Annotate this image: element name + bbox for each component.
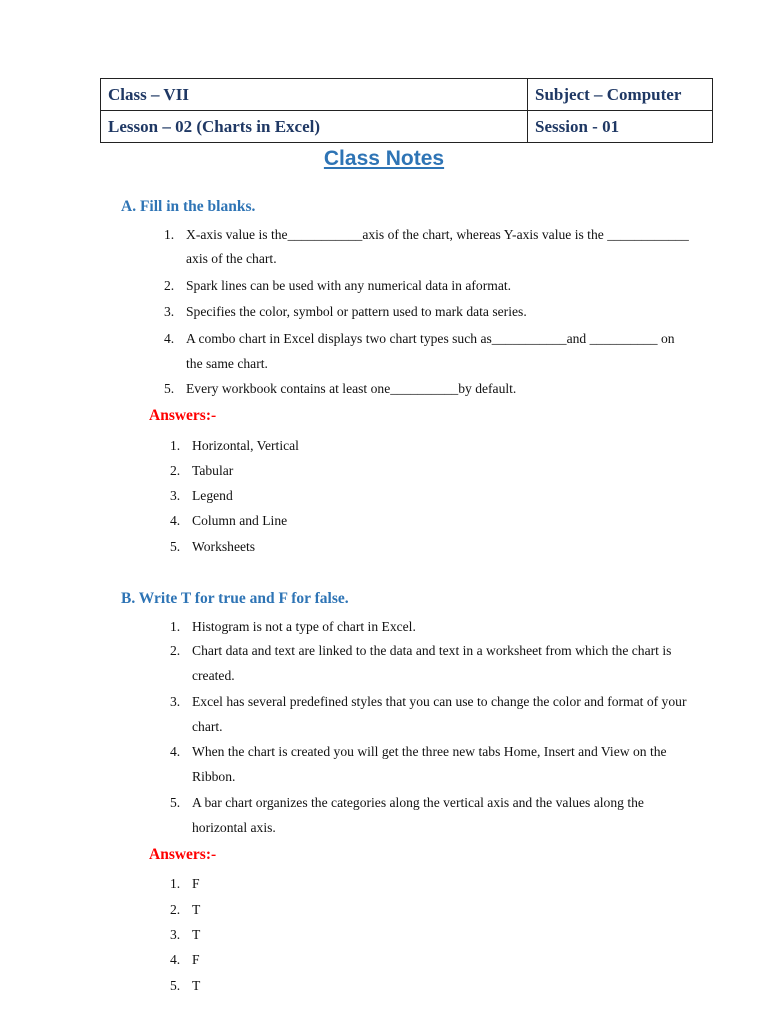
b-q4-line2: Ribbon. [192, 769, 236, 784]
b-answer-number: 4. [170, 952, 181, 967]
a-q4-text-d: on [657, 331, 675, 346]
b-answer-text: T [192, 978, 201, 993]
subject-cell: Subject – Computer [528, 79, 713, 111]
a-answer-number: 1. [170, 438, 181, 453]
a-q4-blank-2: __ [589, 331, 604, 346]
a-q1-text-c: _ [681, 227, 689, 242]
a-q1-blank-2: ___________ [607, 227, 682, 242]
a-q4-blank-3: ___ [637, 331, 658, 346]
a-q5-number: 5. [164, 381, 175, 396]
a-answer-number: 3. [170, 488, 181, 503]
a-q2-end: format. [471, 278, 512, 293]
a-q5-text-a: Every workbook contains at least one [186, 381, 391, 396]
a-q3-number: 3. [164, 304, 175, 319]
a-answer-text: Horizontal, Vertical [192, 438, 299, 453]
section-a-heading: A. Fill in the blanks. [121, 198, 256, 215]
b-q1-line: Histogram is not a type of chart in Excel. [192, 619, 416, 634]
section-b-answers-label: Answers:- [149, 846, 217, 863]
a-q4-number: 4. [164, 331, 175, 346]
a-q4-text-a: A combo chart in Excel displays two chart types such as [186, 331, 492, 346]
class-cell: Class – VII [101, 79, 528, 111]
a-q2-line [186, 273, 511, 298]
section-a-answers-label: Answers:- [149, 407, 217, 424]
a-q1-line2: axis of the chart. [186, 251, 277, 266]
header-row-1 [101, 79, 713, 111]
a-answer-text: Legend [192, 488, 233, 503]
a-q1-blank-1: ___________ [287, 227, 363, 242]
a-q4-text-b: and [566, 331, 590, 346]
a-q5-text-b: by default. [458, 381, 517, 396]
b-answer-text: T [192, 902, 201, 917]
b-q5-line1: A bar chart organizes the categories along the vertical axis and the values along the [192, 795, 644, 810]
a-q4-text-c: _____ [603, 331, 638, 346]
b-answer-number: 3. [170, 927, 181, 942]
a-answer-text: Worksheets [192, 539, 256, 554]
a-q4-line2: the same chart. [186, 356, 268, 371]
a-answer-text: Tabular [192, 463, 234, 478]
a-q4-line1 [186, 326, 675, 351]
b-q3-line2: chart. [192, 719, 223, 734]
a-q1-number: 1. [164, 227, 175, 242]
a-answer-number: 2. [170, 463, 181, 478]
a-q1-line1 [186, 222, 689, 247]
a-q4-blank-1: ___________ [491, 331, 567, 346]
a-q1-text-b: axis of the chart, whereas Y-axis value is the [362, 227, 608, 242]
session-cell: Session - 01 [528, 111, 713, 143]
page-title-wrap [0, 147, 768, 171]
a-q2-text: Spark lines can be used with any numerical data in a [186, 278, 472, 293]
section-b-heading: B. Write T for true and F for false. [121, 590, 349, 607]
b-answer-text: F [192, 952, 200, 967]
lesson-cell: Lesson – 02 (Charts in Excel) [101, 111, 528, 143]
a-q1-text-a: X-axis value is the [186, 227, 288, 242]
a-answer-number: 4. [170, 513, 181, 528]
a-q2-number: 2. [164, 278, 175, 293]
a-q5-blank: __________ [390, 381, 459, 396]
a-answer-text: Column and Line [192, 513, 288, 528]
page-title: Class Notes [323, 147, 445, 170]
b-q2-number: 2. [170, 643, 181, 658]
a-q3-line: Specifies the color, symbol or pattern used to mark data series. [186, 304, 527, 319]
a-answer-number: 5. [170, 539, 181, 554]
b-q2-line1: Chart data and text are linked to the data and text in a worksheet from which the chart is [192, 643, 672, 658]
b-answer-number: 1. [170, 876, 181, 891]
header-table [100, 78, 713, 143]
b-q3-number: 3. [170, 694, 181, 709]
b-q5-line2: horizontal axis. [192, 820, 276, 835]
b-q4-line1: When the chart is created you will get the three new tabs Home, Insert and View on the [192, 744, 667, 759]
b-q3-line1: Excel has several predefined styles that you can use to change the color and format of your [192, 694, 687, 709]
b-answer-number: 2. [170, 902, 181, 917]
b-q2-line2: created. [192, 668, 235, 683]
b-q4-number: 4. [170, 744, 181, 759]
b-q1-number: 1. [170, 619, 181, 634]
b-q5-number: 5. [170, 795, 181, 810]
b-answer-text: F [192, 876, 200, 891]
b-answer-text: T [192, 927, 201, 942]
b-answer-number: 5. [170, 978, 181, 993]
a-q5-line [186, 376, 516, 401]
header-row-2 [101, 111, 713, 143]
